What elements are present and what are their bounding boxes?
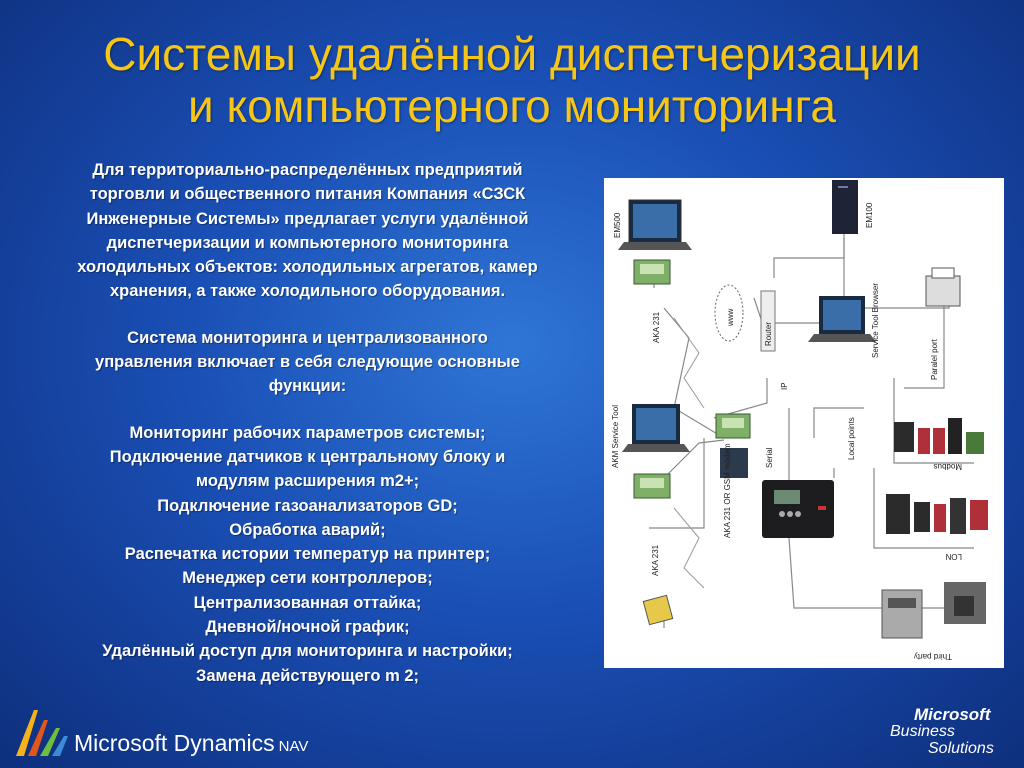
function-item: Подключение датчиков к центральному блоку и — [109, 447, 506, 466]
pager-device-icon — [643, 595, 672, 624]
intro-line: холодильных объектов: холодильных агрегатов, камер — [77, 258, 538, 277]
akm-service-tool-label: AKM Service Tool — [611, 405, 620, 468]
aka231-central-module-icon — [716, 414, 750, 438]
function-item: Централизованная оттайка; — [193, 593, 422, 612]
service-tool-browser-label: Service Tool Browser — [871, 283, 880, 358]
intro-line: диспетчеризации и компьютерного мониторинга — [106, 233, 509, 252]
function-item: Менеджер сети контроллеров; — [182, 569, 433, 588]
printer-icon — [926, 268, 960, 306]
microsoft-business-solutions-logo — [890, 706, 994, 757]
slide-title — [0, 28, 1024, 132]
network-diagram — [604, 178, 1004, 668]
system-intro-line: Система мониторинга и централизованного — [127, 328, 488, 347]
intro-line: Инженерные Системы» предлагает услуги удалённой — [86, 209, 529, 228]
service-tool-browser-laptop-icon — [808, 296, 876, 342]
diagram-wires — [649, 218, 974, 628]
function-item: Удалённый доступ для мониторинга и настройки; — [102, 642, 513, 661]
system-intro-line: управления включает в себя следующие основные — [95, 353, 520, 372]
function-item: модулям расширения m2+; — [195, 472, 420, 491]
aka231-module-bottom-icon — [634, 474, 670, 498]
local-points-label: Local points — [847, 417, 856, 460]
paralel-port-label: Paralel port — [930, 339, 939, 380]
aka231-top-label: AKA 231 — [652, 311, 661, 343]
function-item: Дневной/ночной график; — [205, 618, 410, 637]
em500-laptop-icon — [618, 200, 692, 250]
dynamics-logo-icon — [14, 706, 74, 758]
main-controller-icon — [762, 480, 834, 538]
aka231-module-top-icon — [634, 260, 670, 284]
third-party-label: Third party — [913, 652, 952, 661]
ip-label: IP — [780, 382, 789, 390]
slide-title-line-2: и компьютерного мониторинга — [188, 80, 836, 132]
system-intro-line: функции: — [268, 377, 347, 396]
mbs-line-1: Microsoft — [914, 705, 991, 724]
lon-devices-icon — [886, 494, 988, 534]
router-label: Router — [764, 321, 773, 346]
mbs-line-3: Solutions — [928, 740, 994, 757]
modbus-label: Modbus — [933, 462, 962, 471]
aka231-bottom-label: AKA 231 — [651, 544, 660, 576]
function-item: Мониторинг рабочих параметров системы; — [129, 423, 486, 442]
mbs-line-2: Business — [890, 723, 955, 740]
function-item: Подключение газоанализаторов GD; — [157, 496, 458, 515]
modbus-devices-icon — [894, 418, 984, 454]
lon-label: LON — [945, 552, 962, 561]
function-item: Распечатка истории температур на принтер; — [124, 545, 491, 564]
function-item: Обработка аварий; — [229, 520, 386, 539]
dynamics-text: Microsoft Dynamics — [74, 730, 275, 756]
intro-line: торговли и общественного питания Компания «СЗСК — [89, 185, 526, 204]
function-item: Замена действующего m 2; — [195, 666, 420, 685]
slide-body — [20, 158, 595, 688]
www-label: www — [726, 308, 735, 326]
microsoft-dynamics-nav-label — [74, 730, 308, 757]
serial-label: Serial — [765, 447, 774, 468]
third-party-devices-icon — [882, 582, 986, 638]
em500-label: EM500 — [613, 212, 622, 238]
intro-line: Для территориально-распределённых предприятий — [92, 161, 523, 179]
nav-text: NAV — [278, 738, 309, 755]
em100-server-icon — [832, 180, 858, 234]
intro-line: хранения, а также холодильного оборудования. — [109, 282, 506, 301]
aka231-or-gsm-label: AKA 231 OR GSM modem — [723, 443, 732, 538]
akm-laptop-icon — [622, 404, 690, 452]
em100-label: EM100 — [865, 202, 874, 228]
slide-title-line-1: Системы удалённой диспетчеризации — [103, 28, 921, 80]
